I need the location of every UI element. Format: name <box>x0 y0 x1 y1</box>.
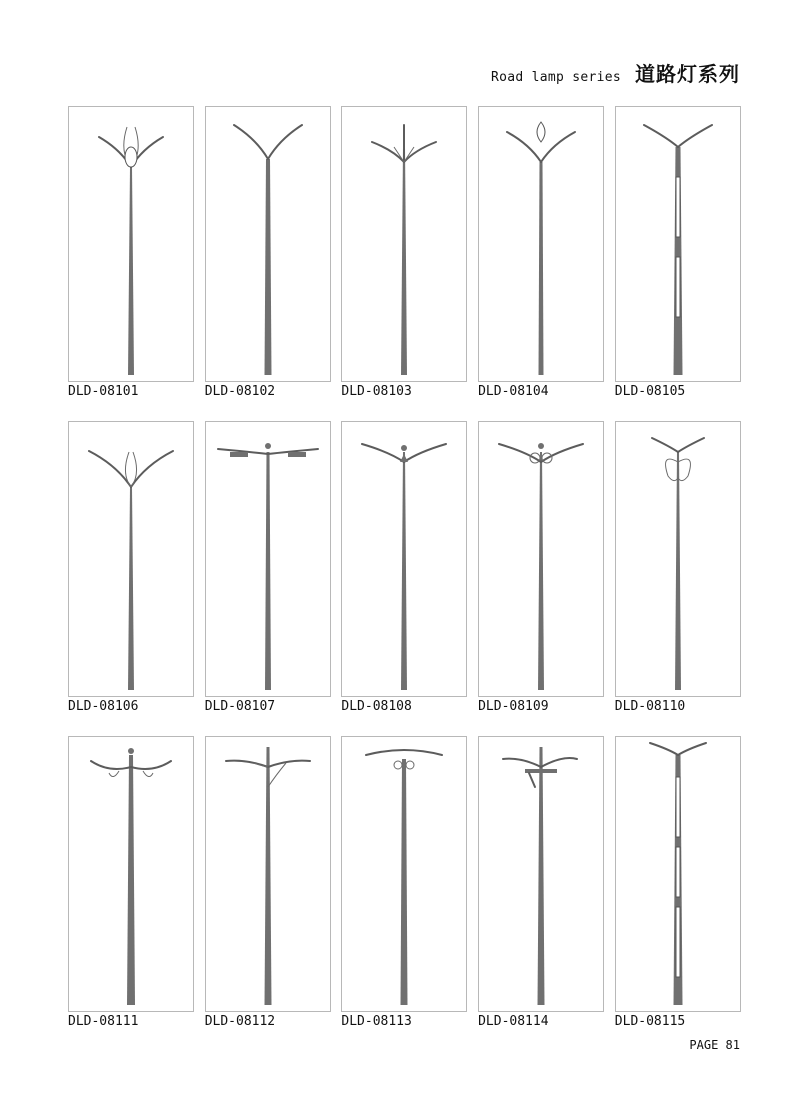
road-lamp-drawing <box>479 737 603 1011</box>
lamp-illustration-frame <box>478 421 604 697</box>
lamp-illustration-frame <box>341 736 467 1012</box>
product-code: DLD-08108 <box>341 699 412 714</box>
product-code: DLD-08104 <box>478 384 549 399</box>
product-code: DLD-08115 <box>614 1014 686 1029</box>
lamp-illustration-frame <box>341 106 467 382</box>
road-lamp-drawing <box>69 107 193 381</box>
lamp-illustration-frame <box>205 736 331 1012</box>
lamp-illustration-frame <box>478 106 604 382</box>
road-lamp-drawing <box>616 107 740 381</box>
series-title-cn: 道路灯系列 <box>635 62 740 86</box>
product-code: DLD-08109 <box>478 699 549 714</box>
product-code: DLD-08107 <box>204 699 276 714</box>
road-lamp-drawing <box>616 422 740 696</box>
road-lamp-drawing <box>342 422 466 696</box>
lamp-illustration-frame <box>615 421 741 697</box>
series-title-en: Road lamp series <box>490 70 621 85</box>
lamp-illustration-frame <box>68 421 194 697</box>
road-lamp-drawing <box>342 107 466 381</box>
lamp-illustration-frame <box>478 736 604 1012</box>
lamp-illustration-frame <box>68 736 194 1012</box>
lamp-illustration-frame <box>615 106 741 382</box>
lamp-illustration-frame <box>205 106 331 382</box>
product-code: DLD-08102 <box>204 384 276 399</box>
road-lamp-drawing <box>616 737 740 1011</box>
product-code: DLD-08105 <box>614 384 686 399</box>
road-lamp-drawing <box>69 422 193 696</box>
lamp-illustration-frame <box>615 736 741 1012</box>
road-lamp-drawing <box>69 737 193 1011</box>
lamp-illustration-frame <box>205 421 331 697</box>
product-code: DLD-08110 <box>614 699 686 714</box>
road-lamp-drawing <box>479 422 603 696</box>
product-code: DLD-08101 <box>68 384 139 399</box>
product-code: DLD-08113 <box>341 1014 412 1029</box>
road-lamp-drawing <box>479 107 603 381</box>
product-code: DLD-08114 <box>478 1014 549 1029</box>
road-lamp-drawing <box>206 107 330 381</box>
lamp-illustration-frame <box>341 421 467 697</box>
product-code: DLD-08111 <box>68 1014 139 1029</box>
product-code: DLD-08106 <box>68 699 139 714</box>
road-lamp-drawing <box>206 737 330 1011</box>
lamp-illustration-frame <box>68 106 194 382</box>
road-lamp-drawing <box>206 422 330 696</box>
road-lamp-drawing <box>342 737 466 1011</box>
page-header <box>491 58 740 87</box>
product-code: DLD-08112 <box>204 1014 276 1029</box>
page-number: PAGE 81 <box>689 1038 740 1052</box>
product-code: DLD-08103 <box>341 384 412 399</box>
